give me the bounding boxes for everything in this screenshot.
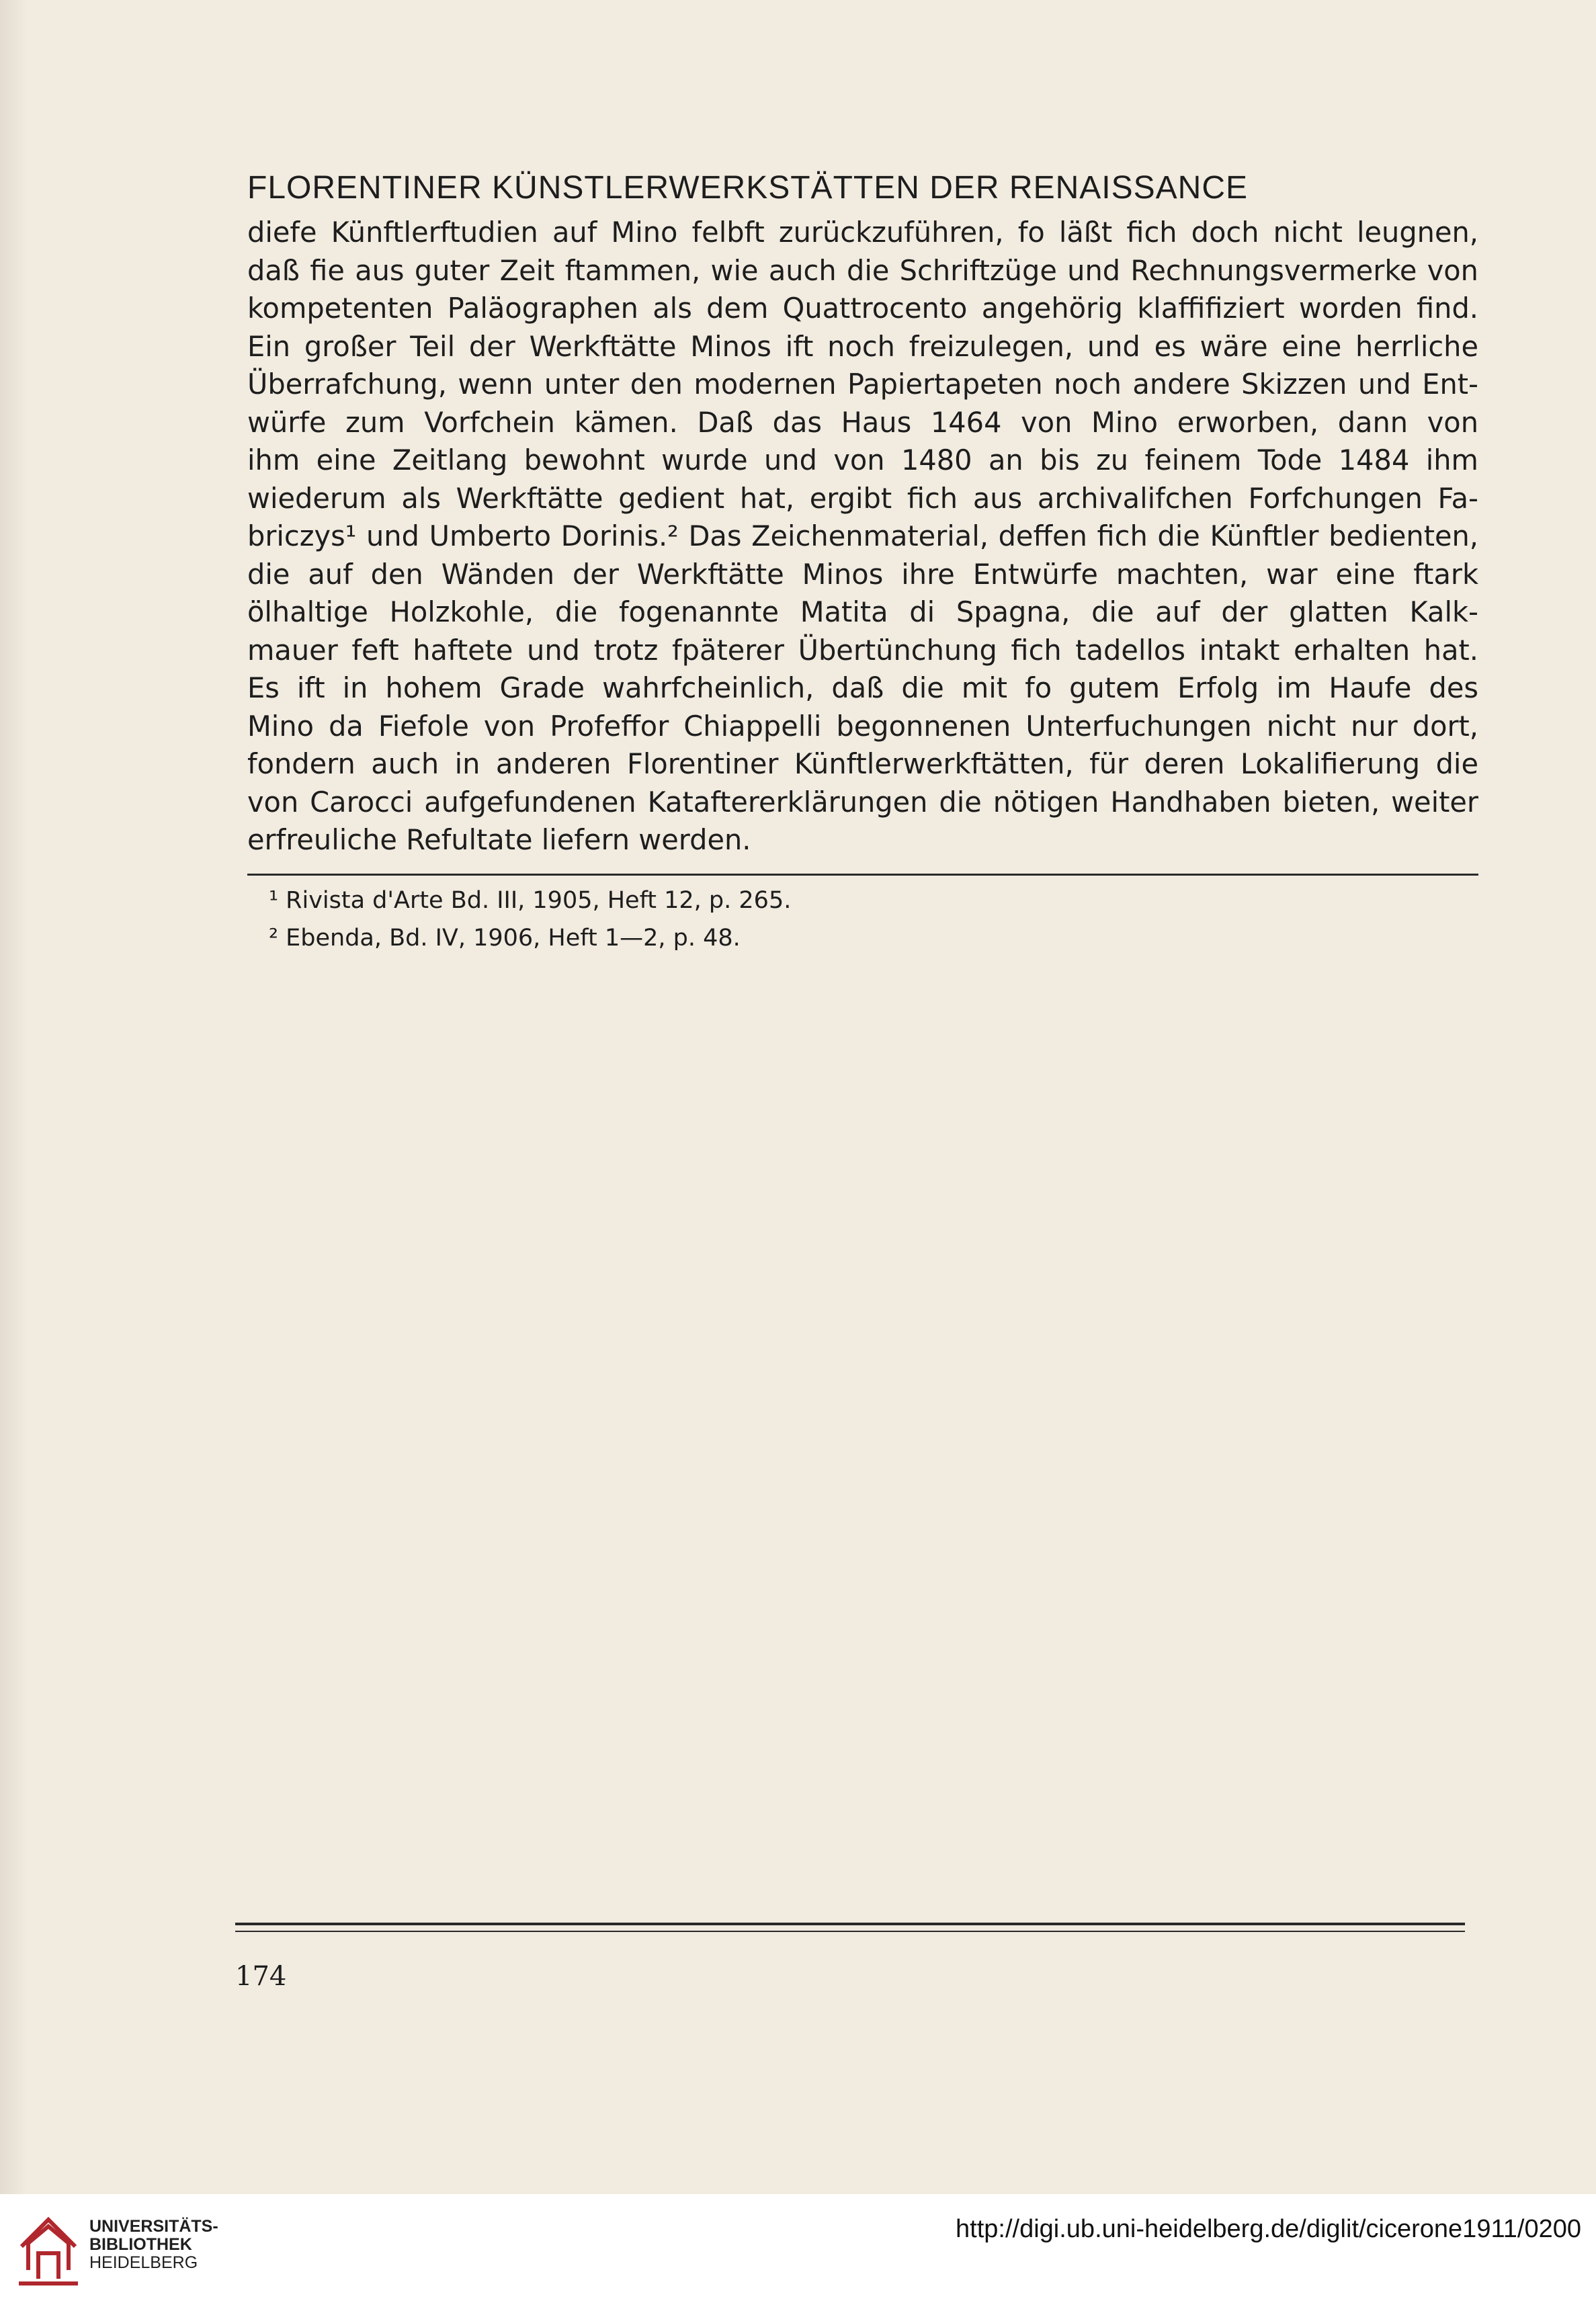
library-name	[89, 2218, 218, 2272]
page-shading	[0, 0, 27, 2194]
text-line: die auf den Wänden der Werkftätte Minos ihre Entwürfe machten, war eine ftark	[247, 557, 1478, 591]
text-line: ihm eine Zeitlang bewohnt wurde und von 1480 an bis zu feinem Tode 1484 ihm	[247, 444, 1478, 476]
library-name-line2: BIBLIOTHEK	[89, 2235, 192, 2254]
text-line: Ein großer Teil der Werkftätte Minos ift noch freizulegen, und es wäre eine herrliche	[247, 329, 1478, 363]
text-line: daß fie aus guter Zeit ftammen, wie auch die Schriftzüge und Rechnungsvermerke von	[247, 253, 1478, 287]
text-line: mauer feft haftete und trotz fpäterer Übertünchung fich tadellos intakt erhalten hat.	[247, 633, 1478, 667]
footnotes	[269, 882, 791, 957]
text-line: würfe zum Vorfchein kämen. Daß das Haus 1464 von Mino erworben, dann von	[247, 405, 1478, 439]
text-line: erfreuliche Refultate liefern werden.	[247, 823, 751, 856]
text-line: wiederum als Werkftätte gedient hat, ergibt fich aus archivalifchen Forfchungen Fa-	[247, 481, 1478, 515]
text-line: diefe Künftlerftudien auf Mino felbft zurückzuführen, fo läßt fich doch nicht leugnen,	[247, 216, 1478, 249]
footnote-2: ² Ebenda, Bd. IV, 1906, Heft 1—2, p. 48.	[269, 925, 741, 952]
footnote-1: ¹ Rivista d'Arte Bd. III, 1905, Heft 12, p. 265.	[269, 887, 792, 914]
text-line: von Carocci aufgefundenen Kataftererklärungen die nötigen Handhaben bieten, weiter	[247, 785, 1478, 819]
running-head: FLORENTINER KÜNSTLERWERKSTÄTTEN DER RENAISSANCE	[247, 170, 1248, 206]
page-number: 174	[235, 1961, 287, 1992]
permalink-url[interactable]: http://digi.ub.uni-heidelberg.de/diglit/cicerone1911/0200	[956, 2215, 1581, 2243]
text-line: Es ift in hohem Grade wahrfcheinlich, daß die mit fo gutem Erfolg im Haufe des	[247, 671, 1478, 704]
text-line: Überrafchung, wenn unter den modernen Papiertapeten noch andere Skizzen und Ent-	[247, 368, 1478, 401]
text-line: Mino da Fiefole von Profeffor Chiappelli begonnenen Unterfuchungen nicht nur dort,	[247, 709, 1478, 743]
text-line: briczys¹ und Umberto Dorinis.² Das Zeichenmaterial, deffen fich die Künftler bedienten,	[247, 519, 1478, 552]
text-line: kompetenten Paläographen als dem Quattrocento angehörig klaffifiziert worden find.	[247, 292, 1478, 325]
library-logo-icon	[15, 2206, 82, 2287]
text-line: ölhaltige Holzkohle, die fogenannte Matita di Spagna, die auf der glatten Kalk-	[247, 595, 1478, 628]
body-text	[247, 214, 1478, 859]
library-name-line1: UNIVERSITÄTS-	[89, 2217, 218, 2236]
digitization-footer	[0, 2194, 1596, 2307]
bottom-double-rule	[235, 1923, 1465, 1932]
text-line: fondern auch in anderen Florentiner Künftlerwerkftätten, für deren Lokalifierung die	[247, 747, 1478, 780]
library-name-line3: HEIDELBERG	[89, 2253, 198, 2272]
footnote-divider	[247, 874, 1478, 876]
